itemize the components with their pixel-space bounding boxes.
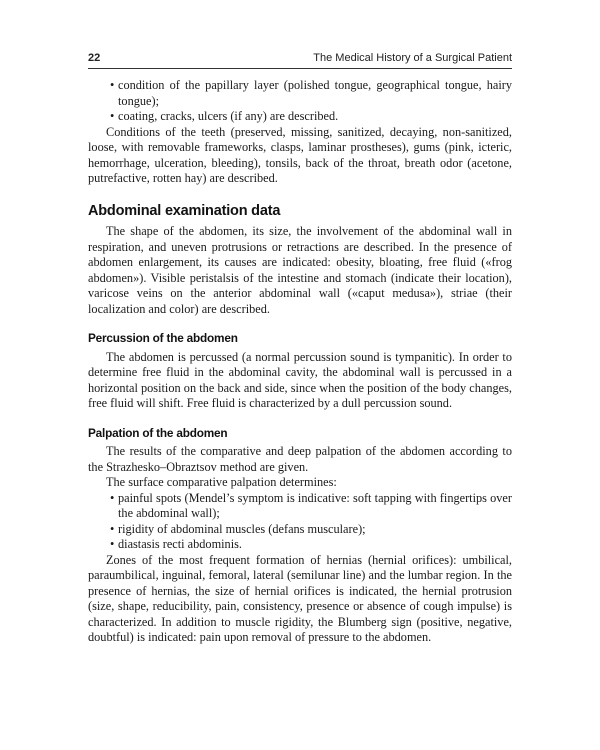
palpation-paragraph-1: The results of the comparative and deep palpation of the abdomen according to the Strazhesko–Obraztsov method are given. xyxy=(88,444,512,474)
section-heading-abdominal-examination: Abdominal examination data xyxy=(88,202,281,219)
list-item-text: rigidity of abdominal muscles (defans musculare); xyxy=(118,521,366,536)
list-item xyxy=(88,522,512,538)
bullet-dot: • xyxy=(110,109,115,123)
page-number: 22 xyxy=(88,52,101,64)
percussion-paragraph: The abdomen is percussed (a normal percussion sound is tympanitic). In order to determine free fluid in the abdominal cavity, the abdominal wall is percussed in a horizontal position on the back and side, since when the position of the body changes, free fluid will shift. Free fluid is characterized by a dull percussion sound. xyxy=(88,349,512,410)
page-body xyxy=(88,78,512,646)
list-item xyxy=(88,109,512,125)
teeth-paragraph: Conditions of the teeth (preserved, missing, sanitized, decaying, non-sanitized, loose, with removable frameworks, clasps, laminar prostheses), gums (pink, icteric, hemorrhage, ulceration, bleeding), tonsils, back of the throat, breath odor (acetone, putrefactive, rotten hay) are described. xyxy=(88,124,512,185)
bullet-dot: • xyxy=(110,537,115,551)
palpation-paragraph-3: Zones of the most frequent formation of hernias (hernial orifices): umbilical, paraumbilical, inguinal, femoral, lateral (semilunar line) and the lumbar region. In the presence of hernias, the size of hernial orifices is indicated, the hernial protrusion (size, shape, reducibility, pain, consistency, presence or absence of cough impulse) is characterized. In addition to muscle rigidity, the Blumberg sign (positive, negative, doubtful) is indicated: pain upon removal of pressure to the abdomen. xyxy=(88,552,512,644)
list-item xyxy=(88,537,512,553)
running-header xyxy=(88,50,512,69)
subsection-heading-palpation: Palpation of the abdomen xyxy=(88,425,228,440)
palpation-paragraph-2: The surface comparative palpation determines: xyxy=(106,475,337,489)
list-item-text: coating, cracks, ulcers (if any) are described. xyxy=(118,109,339,123)
list-item-text: condition of the papillary layer (polished tongue, geographical tongue, hairy tongue); xyxy=(118,78,512,108)
abdominal-examination-paragraph: The shape of the abdomen, its size, the involvement of the abdominal wall in respiration, and uneven protrusions or retractions are described. In the presence of abdomen enlargement, its causes are indicated: obesity, bloating, free fluid («frog abdomen»). Visible peristalsis of the intestine and stomach (indicate their location), varicose veins on the anterior abdominal wall («caput medusa»), striae (their localization and color) are described. xyxy=(88,224,512,316)
bullet-dot: • xyxy=(110,78,115,92)
bullet-dot: • xyxy=(110,521,115,536)
list-item xyxy=(88,491,512,522)
list-item-text: painful spots (Mendel’s symptom is indicative: soft tapping with fingertips over the abdominal wall); xyxy=(118,490,512,520)
bullet-dot: • xyxy=(110,490,115,505)
running-title: The Medical History of a Surgical Patient xyxy=(313,52,512,64)
subsection-heading-percussion: Percussion of the abdomen xyxy=(88,331,238,345)
list-item-text: diastasis recti abdominis. xyxy=(118,537,242,551)
list-item xyxy=(88,78,512,109)
